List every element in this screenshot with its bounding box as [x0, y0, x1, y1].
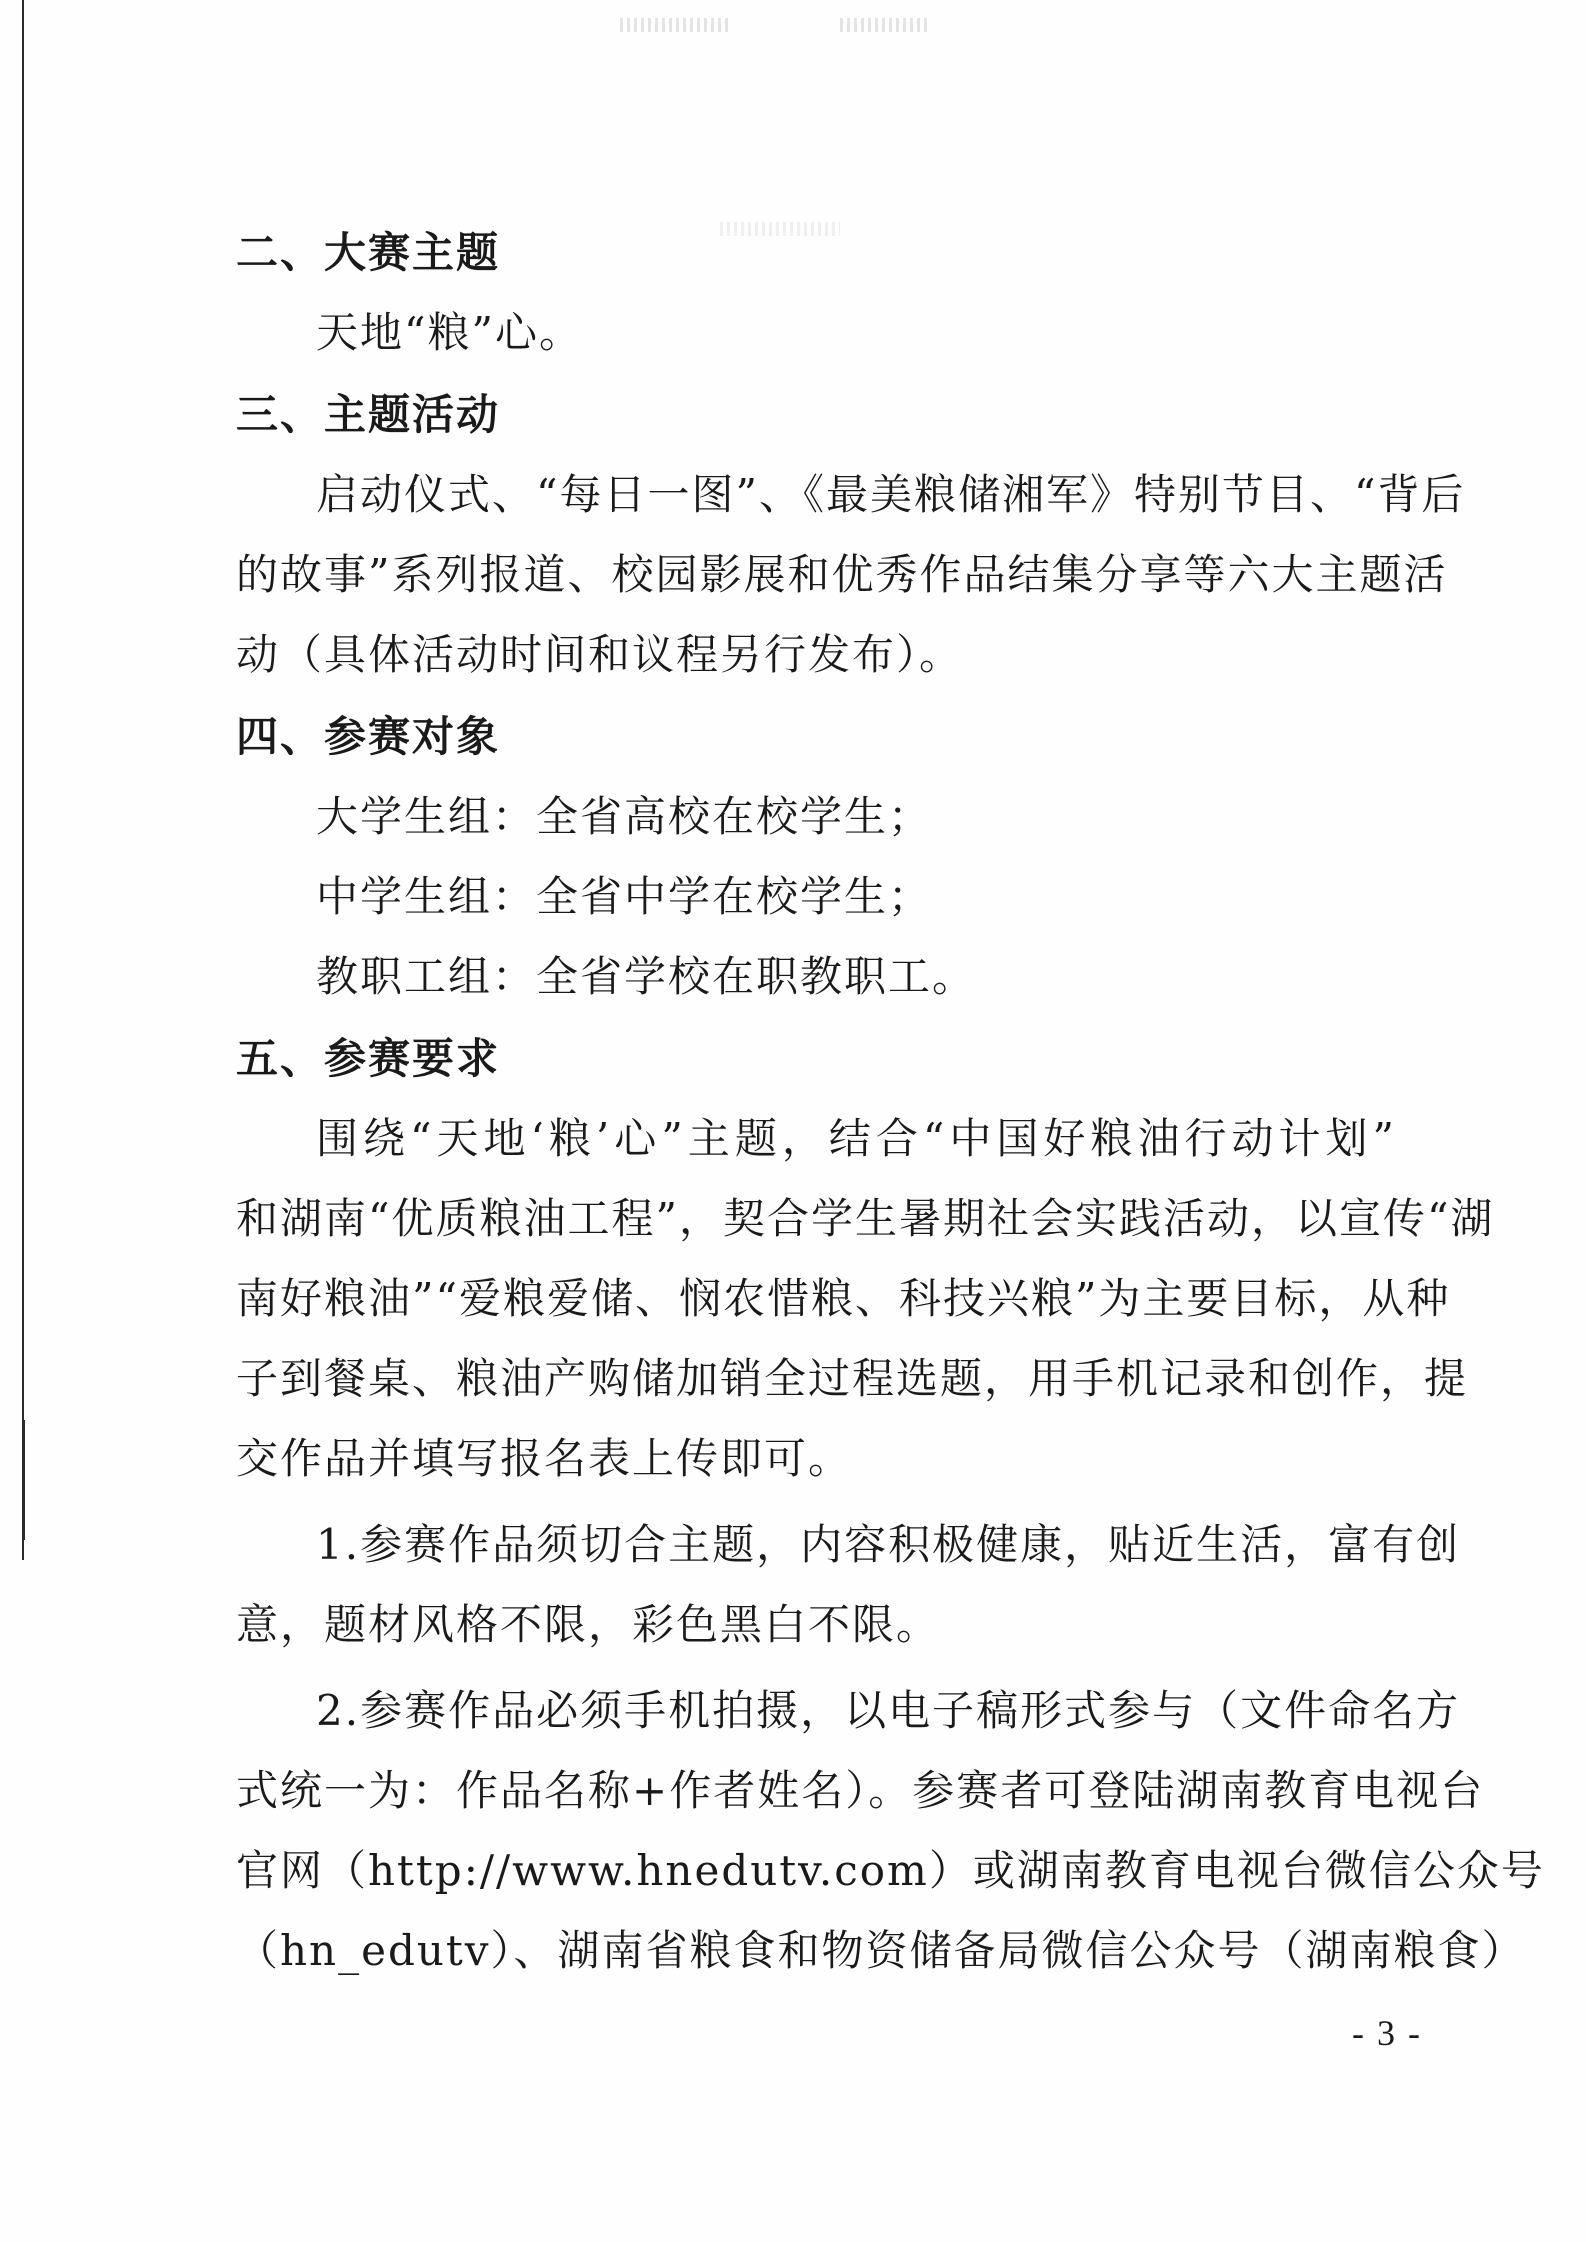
scan-artifact [620, 18, 730, 32]
section-heading-requirements: 五、参赛要求 [236, 1034, 501, 1083]
requirements-text-line: 和湖南“优质粮油工程”，契合学生暑期社会实践活动，以宣传“湖 [236, 1194, 1495, 1243]
section-heading-activities: 三、主题活动 [236, 390, 501, 439]
activities-text-line: 启动仪式、“每日一图”、《最美粮储湘军》特别节目、“背后 [316, 470, 1466, 519]
scan-artifact [840, 18, 930, 32]
activities-text-line: 的故事”系列报道、校园影展和优秀作品结集分享等六大主题活 [236, 550, 1448, 599]
section-heading-theme: 二、大赛主题 [236, 228, 501, 277]
theme-text: 天地“粮”心。 [316, 308, 583, 357]
binding-edge-line [22, 0, 24, 1560]
participant-group-middle-school: 中学生组：全省中学在校学生； [316, 872, 933, 921]
requirements-text-line: 交作品并填写报名表上传即可。 [236, 1434, 853, 1483]
requirement-item-2-line: 式统一为：作品名称+作者姓名）。参赛者可登陆湖南教育电视台 [236, 1766, 1485, 1815]
section-heading-participants: 四、参赛对象 [236, 712, 501, 761]
requirements-text-line: 南好粮油”“爱粮爱储、悯农惜粮、科技兴粮”为主要目标，从种 [236, 1274, 1451, 1323]
requirement-item-1-line: 意，题材风格不限，彩色黑白不限。 [236, 1600, 941, 1649]
participant-group-university: 大学生组：全省高校在校学生； [316, 792, 933, 841]
page-number: - 3 - [1352, 2013, 1422, 2053]
requirement-item-2-line: 2.参赛作品必须手机拍摄，以电子稿形式参与（文件命名方 [316, 1686, 1461, 1735]
activities-text-line: 动（具体活动时间和议程另行发布）。 [236, 630, 964, 679]
requirements-text-line: 子到餐桌、粮油产购储加销全过程选题，用手机记录和创作，提 [236, 1354, 1469, 1403]
requirement-item-1-line: 1.参赛作品须切合主题，内容积极健康，贴近生活，富有创 [316, 1520, 1461, 1569]
scan-artifact [720, 222, 840, 236]
requirement-item-2-line: （hn_edutv）、湖南省粮食和物资储备局微信公众号（湖南粮食） [236, 1926, 1526, 1975]
binding-edge-mark [22, 1420, 25, 1540]
participant-group-staff: 教职工组：全省学校在职教职工。 [316, 952, 977, 1001]
requirement-item-2-line: 官网（http://www.hnedutv.com）或湖南教育电视台微信公众号 [236, 1846, 1545, 1895]
requirements-text-line: 围绕“天地‘粮’心”主题，结合“中国好粮油行动计划” [316, 1114, 1396, 1163]
